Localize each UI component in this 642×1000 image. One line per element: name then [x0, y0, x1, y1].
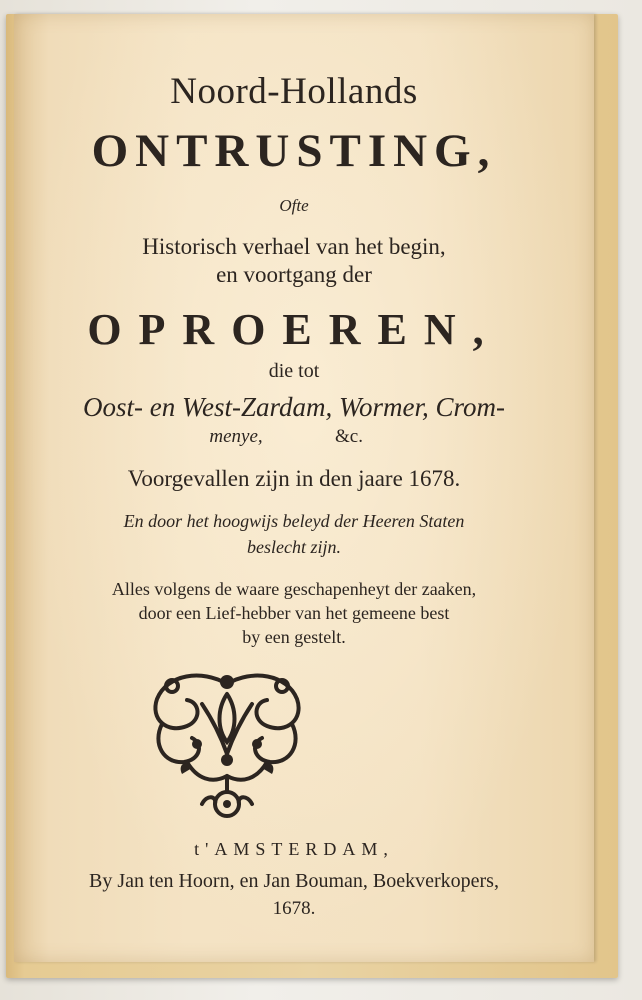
- italic-line-1: En door het hoogwijs beleyd der Heeren Staten: [123, 511, 465, 531]
- etcetera: &c.: [335, 426, 363, 447]
- places-line-continued: menye,: [209, 426, 263, 447]
- title-line-3: OPROEREN,: [87, 305, 501, 354]
- places-line: Oost- en West-Zardam, Wormer, Crom-: [82, 392, 506, 422]
- title-line-2: ONTRUSTING,: [91, 125, 497, 177]
- imprint-city: t'AMSTERDAM,: [194, 839, 394, 859]
- title-page: [14, 14, 594, 962]
- date-line: Voorgevallen zijn in den jaare 1678.: [127, 466, 461, 491]
- subtitle-line-3: die tot: [268, 360, 320, 382]
- title-line-1: Noord-Hollands: [170, 71, 418, 112]
- subtitle-line-1: Historisch verhael van het begin,: [142, 234, 446, 259]
- floral-vignette-icon: [142, 664, 312, 824]
- imprint-printers: By Jan ten Hoorn, en Jan Bouman, Boekverkopers,: [89, 870, 499, 892]
- subtitle-ofte: Ofte: [279, 196, 309, 215]
- italic-line-2: beslecht zijn.: [247, 537, 341, 557]
- imprint-year: 1678.: [272, 898, 316, 919]
- description-line-2: door een Lief-hebber van het gemeene best: [138, 603, 450, 623]
- subtitle-line-2: en voortgang der: [216, 262, 372, 287]
- description-line-1: Alles volgens de waare geschapenheyt der zaaken,: [111, 579, 477, 599]
- description-line-3: by een gestelt.: [242, 627, 346, 647]
